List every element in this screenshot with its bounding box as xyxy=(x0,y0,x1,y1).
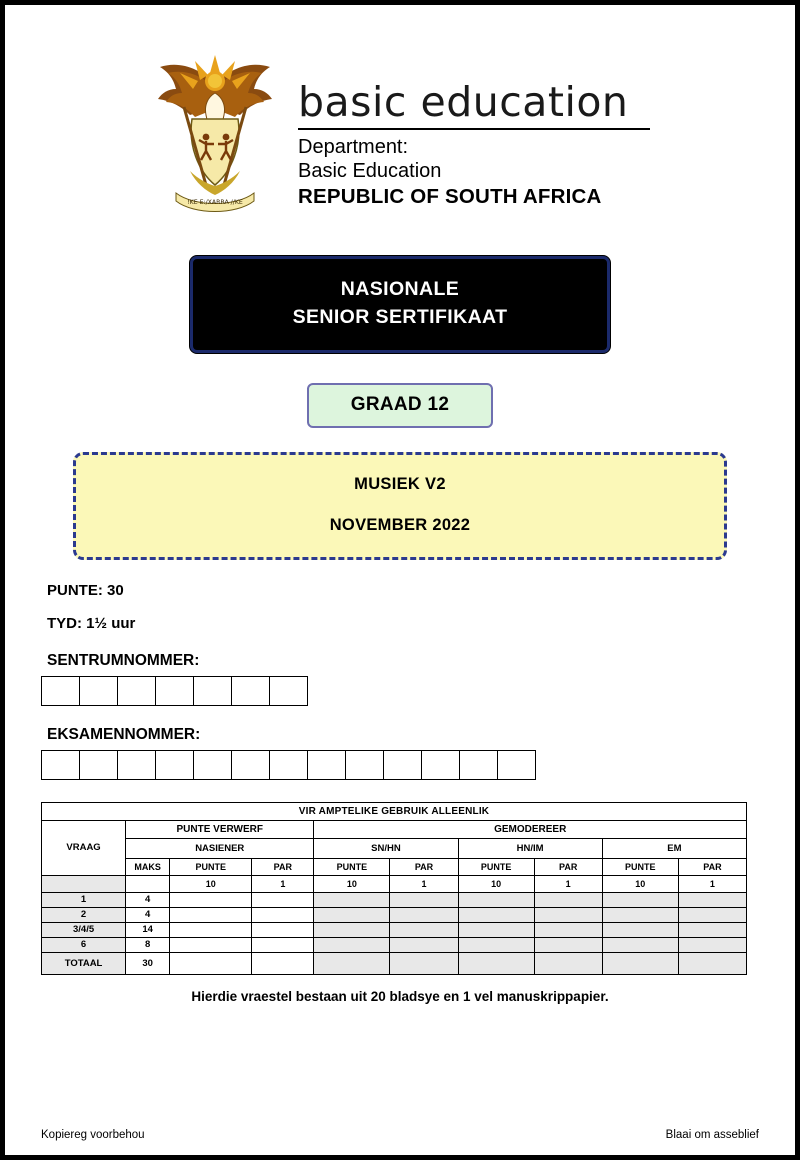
marks-label: PUNTE: xyxy=(47,581,103,599)
check-punte-em: 10 xyxy=(602,875,678,892)
row-punte-hnim-6[interactable] xyxy=(458,937,534,952)
document-header xyxy=(41,45,759,220)
certificate-banner xyxy=(190,256,610,353)
row-par-em-345[interactable] xyxy=(678,922,746,937)
row-punte-em-1[interactable] xyxy=(602,892,678,907)
time-value: 1½ uur xyxy=(86,614,136,632)
moderator-header-hnim: HN/IM xyxy=(458,838,602,858)
row-par-345[interactable] xyxy=(252,922,314,937)
row-par-snhn-1[interactable] xyxy=(390,892,458,907)
official-use-title: VIR AMPTELIKE GEBRUIK ALLEENLIK xyxy=(42,802,747,820)
check-empty xyxy=(42,875,126,892)
total-punte-em[interactable] xyxy=(602,952,678,974)
check-punte-snhn: 10 xyxy=(314,875,390,892)
table-group-row xyxy=(42,820,747,838)
table-check-row xyxy=(42,875,747,892)
total-maks: 30 xyxy=(126,952,170,974)
department-wordmark xyxy=(298,45,650,209)
table-row xyxy=(42,922,747,937)
centre-number-cell[interactable] xyxy=(79,676,118,706)
row-punte-hnim-2[interactable] xyxy=(458,907,534,922)
exam-number-cell[interactable] xyxy=(41,750,80,780)
marker-header: NASIENER xyxy=(126,838,314,858)
centre-number-label: SENTRUMNOMMER: xyxy=(47,651,200,669)
certificate-line1: NASIONALE xyxy=(340,278,460,300)
wordmark-title: basic education xyxy=(298,78,629,126)
official-use-table xyxy=(41,802,747,975)
row-par-6[interactable] xyxy=(252,937,314,952)
table-row xyxy=(42,937,747,952)
col-par: PAR xyxy=(252,858,314,875)
row-par-em-6[interactable] xyxy=(678,937,746,952)
row-punte-2[interactable] xyxy=(170,907,252,922)
certificate-line2: SENIOR SERTIFIKAAT xyxy=(292,306,508,329)
col-par-snhn: PAR xyxy=(390,858,458,875)
row-punte-1[interactable] xyxy=(170,892,252,907)
col-punte-em: PUNTE xyxy=(602,858,678,875)
exam-number-cell[interactable] xyxy=(497,750,536,780)
exam-number-cell[interactable] xyxy=(269,750,308,780)
total-punte-snhn[interactable] xyxy=(314,952,390,974)
row-vraag-1: 1 xyxy=(42,892,126,907)
exam-number-cell[interactable] xyxy=(231,750,270,780)
col-punte-hnim: PUNTE xyxy=(458,858,534,875)
marks-value: 30 xyxy=(107,581,124,599)
svg-text:!KE E:/XARRA //KE: !KE E:/XARRA //KE xyxy=(187,199,243,206)
group-moderated: GEMODEREER xyxy=(314,820,747,838)
col-par-hnim: PAR xyxy=(534,858,602,875)
total-punte[interactable] xyxy=(170,952,252,974)
group-marks-obtained: PUNTE VERWERF xyxy=(126,820,314,838)
moderator-header-em: EM xyxy=(602,838,746,858)
centre-number-cell[interactable] xyxy=(231,676,270,706)
time-row xyxy=(47,615,759,632)
page-footer xyxy=(41,1129,759,1141)
wordmark-line1: Department: xyxy=(298,136,409,159)
exam-meta xyxy=(47,582,759,632)
wordmark-line2: Basic Education xyxy=(298,160,442,183)
row-punte-snhn-345[interactable] xyxy=(314,922,390,937)
coat-of-arms-icon xyxy=(150,45,280,220)
col-punte: PUNTE xyxy=(170,858,252,875)
row-punte-snhn-1[interactable] xyxy=(314,892,390,907)
time-label: TYD: xyxy=(47,614,82,632)
row-par-snhn-345[interactable] xyxy=(390,922,458,937)
row-vraag-345: 3/4/5 xyxy=(42,922,126,937)
exam-number-cell[interactable] xyxy=(155,750,194,780)
grade-badge: GRAAD 12 xyxy=(307,383,493,428)
row-par-em-1[interactable] xyxy=(678,892,746,907)
exam-number-cell[interactable] xyxy=(117,750,156,780)
page-count-note: Hierdie vraestel bestaan uit 20 bladsye en 1 vel manuskrippapier. xyxy=(191,988,609,1004)
row-par-hnim-6[interactable] xyxy=(534,937,602,952)
row-punte-hnim-1[interactable] xyxy=(458,892,534,907)
total-par[interactable] xyxy=(252,952,314,974)
moderator-header-snhn: SN/HN xyxy=(314,838,458,858)
row-par-hnim-1[interactable] xyxy=(534,892,602,907)
exam-number-cell[interactable] xyxy=(421,750,460,780)
centre-number-cell[interactable] xyxy=(269,676,308,706)
check-par-marker: 1 xyxy=(252,875,314,892)
exam-number-input[interactable] xyxy=(41,750,759,780)
turn-over-note: Blaai om asseblief xyxy=(665,1129,759,1141)
exam-number-cell[interactable] xyxy=(193,750,232,780)
row-punte-6[interactable] xyxy=(170,937,252,952)
row-vraag-6: 6 xyxy=(42,937,126,952)
row-par-hnim-2[interactable] xyxy=(534,907,602,922)
check-maks-blank xyxy=(126,875,170,892)
centre-number-cell[interactable] xyxy=(117,676,156,706)
row-maks-1: 4 xyxy=(126,892,170,907)
exam-number-cell[interactable] xyxy=(383,750,422,780)
row-par-1[interactable] xyxy=(252,892,314,907)
marks-row xyxy=(47,582,759,599)
row-par-hnim-345[interactable] xyxy=(534,922,602,937)
exam-number-label: EKSAMENNOMMER: xyxy=(47,725,201,743)
check-par-em: 1 xyxy=(678,875,746,892)
centre-number-input[interactable] xyxy=(41,676,759,706)
subject-banner xyxy=(73,452,727,560)
copyright-note: Kopiereg voorbehou xyxy=(41,1129,145,1141)
exam-number-cell[interactable] xyxy=(307,750,346,780)
row-maks-2: 4 xyxy=(126,907,170,922)
table-subgroup-row xyxy=(42,838,747,858)
row-par-snhn-2[interactable] xyxy=(390,907,458,922)
row-punte-em-345[interactable] xyxy=(602,922,678,937)
total-punte-hnim[interactable] xyxy=(458,952,534,974)
row-vraag-2: 2 xyxy=(42,907,126,922)
row-punte-snhn-2[interactable] xyxy=(314,907,390,922)
total-par-hnim[interactable] xyxy=(534,952,602,974)
table-row xyxy=(42,892,747,907)
centre-number-cell[interactable] xyxy=(155,676,194,706)
col-punte-snhn: PUNTE xyxy=(314,858,390,875)
row-punte-em-2[interactable] xyxy=(602,907,678,922)
wordmark-line3: REPUBLIC OF SOUTH AFRICA xyxy=(298,184,602,208)
row-par-em-2[interactable] xyxy=(678,907,746,922)
subject-paper: MUSIEK V2 xyxy=(354,474,446,493)
exam-number-cell[interactable] xyxy=(459,750,498,780)
table-row xyxy=(42,907,747,922)
table-total-row xyxy=(42,952,747,974)
row-punte-snhn-6[interactable] xyxy=(314,937,390,952)
exam-number-cell[interactable] xyxy=(345,750,384,780)
table-title-row xyxy=(42,802,747,820)
total-par-snhn[interactable] xyxy=(390,952,458,974)
row-maks-6: 8 xyxy=(126,937,170,952)
subject-date: NOVEMBER 2022 xyxy=(329,515,471,534)
centre-number-cell[interactable] xyxy=(193,676,232,706)
check-punte-marker: 10 xyxy=(170,875,252,892)
wordmark-rule xyxy=(298,128,650,130)
table-column-header-row xyxy=(42,858,747,875)
row-punte-em-6[interactable] xyxy=(602,937,678,952)
exam-number-cell[interactable] xyxy=(79,750,118,780)
row-par-2[interactable] xyxy=(252,907,314,922)
row-punte-345[interactable] xyxy=(170,922,252,937)
vraag-header: VRAAG xyxy=(42,820,126,875)
col-par-em: PAR xyxy=(678,858,746,875)
row-maks-345: 14 xyxy=(126,922,170,937)
col-maks: MAKS xyxy=(126,858,170,875)
centre-number-cell[interactable] xyxy=(41,676,80,706)
check-par-snhn: 1 xyxy=(390,875,458,892)
total-label: TOTAAL xyxy=(42,952,126,974)
check-punte-hnim: 10 xyxy=(458,875,534,892)
check-par-hnim: 1 xyxy=(534,875,602,892)
row-par-snhn-6[interactable] xyxy=(390,937,458,952)
row-punte-hnim-345[interactable] xyxy=(458,922,534,937)
total-par-em[interactable] xyxy=(678,952,746,974)
